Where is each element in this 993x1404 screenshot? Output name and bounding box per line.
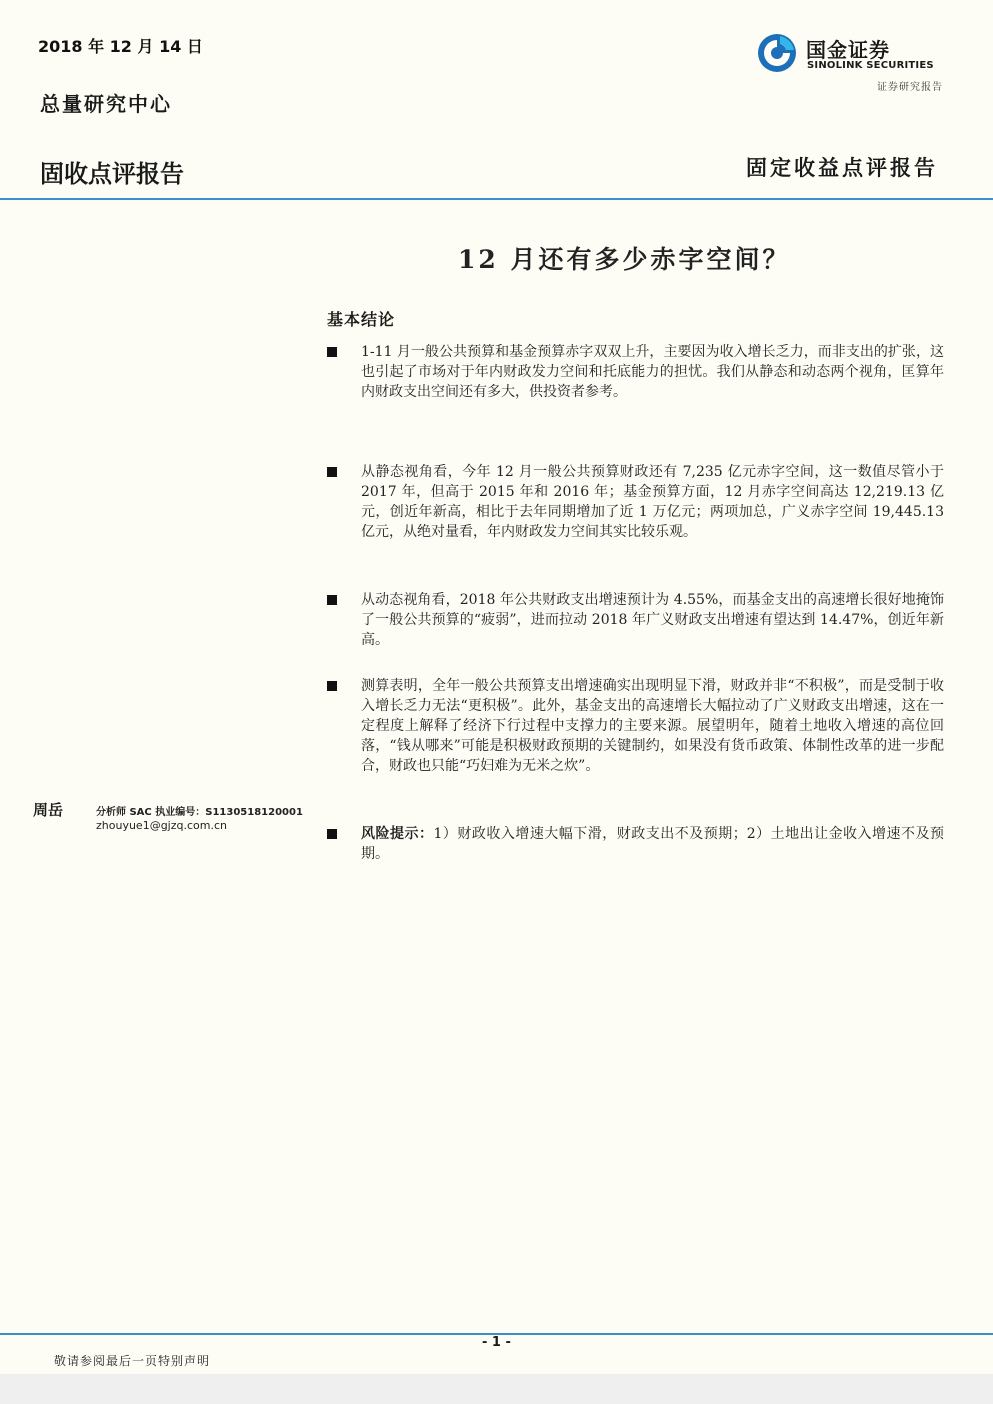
author-certification: 分析师 SAC 执业编号：S1130518120001 [96, 807, 303, 818]
square-bullet-icon [327, 595, 337, 605]
conclusion-body: 从静态视角看，今年 12 月一般公共预算财政还有 7,235 亿元赤字空间，这一数值尽管小于 2017 年，但高于 2015 年和 2016 年；基金预算方面，12 月赤字空间高达 12,219.13 亿元，创近年新高，相比于去年同期增加了近 1 万亿元；两项加总，广义赤字空间 19,445.13 亿元，从绝对量看，年内财政发力空间其实比较乐观。 [361, 464, 944, 540]
logo-chinese-name: 国金证券 [806, 38, 890, 62]
page-number: - 1 - [482, 1335, 511, 1350]
risk-warning-label: 风险提示： [361, 826, 434, 842]
author-email[interactable]: zhouyue1@gjzq.com.cn [96, 819, 227, 832]
footer-band [0, 1374, 993, 1404]
square-bullet-icon [327, 829, 337, 839]
risk-warning-text [361, 824, 944, 864]
conclusion-body: 测算表明，全年一般公共预算支出增速确实出现明显下滑，财政并非“不积极”，而是受制于收入增长乏力无法“更积极”。此外，基金支出的高速增长大幅拉动了广义财政支出增速，这在一定程度上解释了经济下行过程中支撑力的主要来源。展望明年，随着土地收入增速的高位回落，“钱从哪来”可能是积极财政预期的关键制约，如果没有货币政策、体制性改革的进一步配合，财政也只能“巧妇难为无米之炊”。 [361, 678, 944, 774]
header-divider [0, 198, 993, 200]
conclusion-body: 1-11 月一般公共预算和基金预算赤字双双上升，主要因为收入增长乏力，而非支出的扩张，这也引起了市场对于年内财政发力空间和托底能力的担忧。我们从静态和动态两个视角，匡算年内财政支出空间还有多大，供投资者参考。 [361, 344, 944, 400]
report-date: 2018 年 12 月 14 日 [38, 37, 203, 56]
conclusion-text [361, 590, 944, 650]
conclusion-text [361, 676, 944, 776]
logo-subtitle: 证券研究报告 [877, 82, 943, 93]
author-name: 周岳 [33, 801, 64, 819]
report-category: 固定收益点评报告 [746, 155, 938, 180]
department-name: 总量研究中心 [40, 92, 172, 116]
conclusion-text [361, 462, 944, 542]
company-logo [756, 32, 946, 76]
report-title: 12 月还有多少赤字空间？ [458, 245, 791, 274]
report-type: 固收点评报告 [40, 160, 184, 188]
square-bullet-icon [327, 467, 337, 477]
disclaimer-note: 敬请参阅最后一页特别声明 [54, 1354, 211, 1368]
conclusion-text [361, 342, 944, 402]
square-bullet-icon [327, 347, 337, 357]
conclusion-body: 从动态视角看，2018 年公共财政支出增速预计为 4.55%，而基金支出的高速增长很好地掩饰了一般公共预算的“疲弱”，进而拉动 2018 年广义财政支出增速有望达到 14.47%，创近年新高。 [361, 592, 944, 648]
square-bullet-icon [327, 681, 337, 691]
sinolink-logo-icon [756, 32, 798, 74]
risk-warning-body: 1）财政收入增速大幅下滑，财政支出不及预期；2）土地出让金收入增速不及预期。 [361, 826, 945, 862]
logo-english-name: SINOLINK SECURITIES [807, 60, 934, 71]
section-heading: 基本结论 [327, 310, 396, 329]
